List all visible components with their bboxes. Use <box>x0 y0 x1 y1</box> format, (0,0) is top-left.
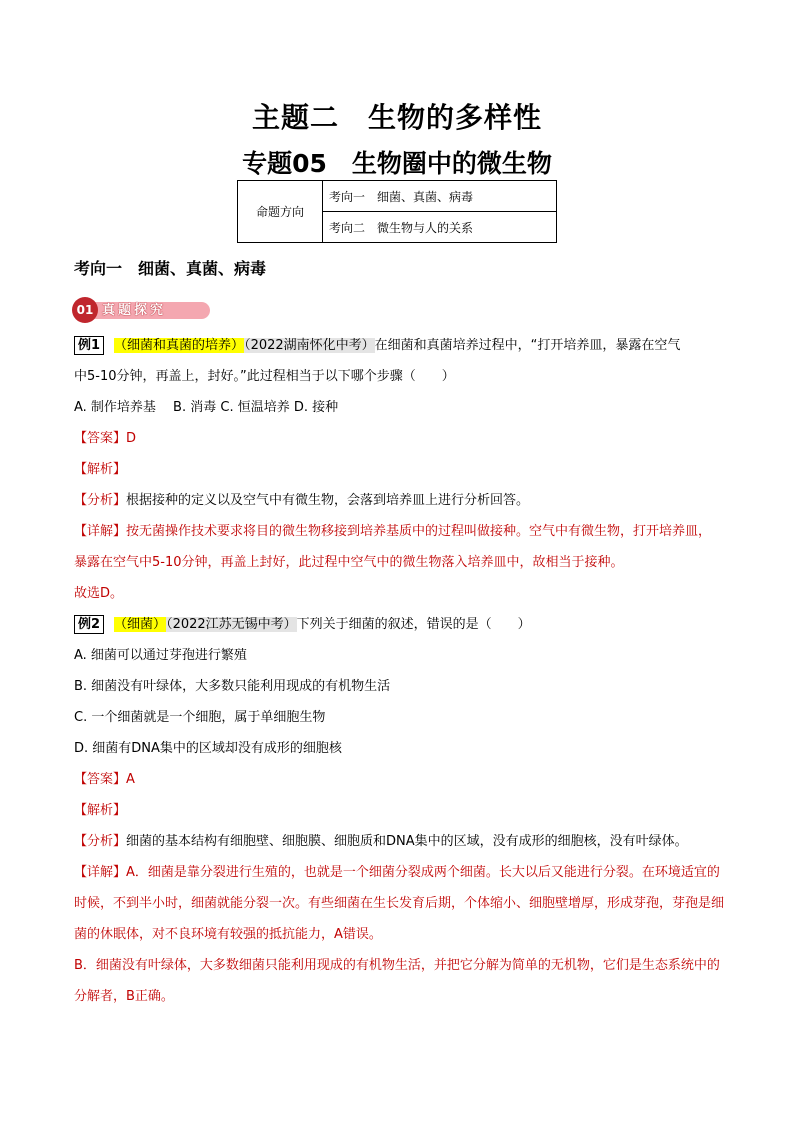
section-heading: 考向一 细菌、真菌、病毒 <box>74 259 267 278</box>
direction-table-head: 命题方向 <box>238 181 323 243</box>
example1-source-place: 湖南怀化中考） <box>283 338 375 353</box>
example1-source-year: （2022 <box>244 338 284 353</box>
topic-subtitle: 专题05 生物圈中的微生物 <box>242 149 552 178</box>
example2-fenxi <box>74 826 724 857</box>
example1-question <box>74 330 724 361</box>
example1-fenxi-label: 【分析】 <box>74 493 127 508</box>
content-body <box>74 330 724 1012</box>
example2-question <box>74 609 724 640</box>
example2-tag: 例2 <box>74 615 104 634</box>
example1-answer <box>74 423 724 454</box>
example1-topic: （细菌和真菌的培养） <box>114 338 245 353</box>
example2-analysis-label: 【解析】 <box>74 803 127 818</box>
example2-option-c: C. 一个细菌就是一个细胞，属于单细胞生物 <box>74 710 326 725</box>
example1-xiangjie <box>74 516 724 578</box>
example2-question-text: 下列关于细菌的叙述，错误的是（ ） <box>296 617 531 632</box>
example1-question-cont: 中5-10分钟，再盖上，封好。”此过程相当于以下哪个步骤（ ） <box>74 369 455 384</box>
example2-xiangjie-a-text: A．细菌是靠分裂进行生殖的，也就是一个细菌分裂成两个细菌。长大以后又能进行分裂。在环境适宜的时候，不到半小时，细菌就能分裂一次。有些细菌在生长发育后期，个体缩小、细胞壁增厚，形成芽孢，芽孢是细菌的休眠体，对不良环境有较强的抵抗能力，A错误。 <box>74 865 725 942</box>
direction-row-2: 考向二 微生物与人的关系 <box>323 212 557 243</box>
example1-question-text: 在细菌和真菌培养过程中，“打开培养皿，暴露在空气 <box>374 338 681 353</box>
example1-options: A. 制作培养基 B. 消毒 C. 恒温培养 D. 接种 <box>74 400 339 415</box>
example2-answer-label: 【答案】 <box>74 772 127 787</box>
banner-label: 真题探究 <box>102 303 167 318</box>
example1-conclusion: 故选D。 <box>74 586 124 601</box>
example2-fenxi-label: 【分析】 <box>74 834 127 849</box>
example2-source-place: 江苏无锡中考） <box>205 617 297 632</box>
example1-xiangjie-label: 【详解】 <box>74 524 127 539</box>
main-title: 主题二 生物的多样性 <box>251 101 542 134</box>
example2-xiangjie-b: B．细菌没有叶绿体，大多数细菌只能利用现成的有机物生活，并把它分解为简单的无机物，它们是生态系统中的分解者，B正确。 <box>74 958 720 1004</box>
example2-xiangjie-a <box>74 857 724 950</box>
example2-xiangjie-label: 【详解】 <box>74 865 127 880</box>
example1-xiangjie-text: 按无菌操作技术要求将目的微生物移接到培养基质中的过程叫做接种。空气中有微生物，打开培养皿，暴露在空气中5-10分钟，再盖上封好，此过程中空气中的微生物落入培养皿中，故相当于接种。 <box>74 524 712 570</box>
example2-source <box>166 617 297 632</box>
example1-answer-value: D <box>126 431 137 446</box>
zhenti-banner <box>72 297 212 323</box>
example1-fenxi-text: 根据接种的定义以及空气中有微生物，会落到培养皿上进行分析回答。 <box>126 493 530 508</box>
example1-source <box>244 338 375 353</box>
example2-answer <box>74 764 724 795</box>
banner-badge: 01 <box>72 297 98 323</box>
example2-option-d: D. 细菌有DNA集中的区域却没有成形的细胞核 <box>74 741 342 756</box>
example1-tag: 例1 <box>74 336 104 355</box>
example2-fenxi-text: 细菌的基本结构有细胞壁、细胞膜、细胞质和DNA集中的区域，没有成形的细胞核，没有叶绿体。 <box>126 834 688 849</box>
example1-answer-label: 【答案】 <box>74 431 127 446</box>
example2-answer-value: A <box>126 772 135 787</box>
example2-option-a: A. 细菌可以通过芽孢进行繁殖 <box>74 648 247 663</box>
direction-table <box>237 180 557 243</box>
example1-analysis-label: 【解析】 <box>74 462 127 477</box>
example2-topic: （细菌） <box>114 617 167 632</box>
example2-source-year: （2022 <box>166 617 206 632</box>
direction-row-1: 考向一 细菌、真菌、病毒 <box>323 181 557 212</box>
example1-fenxi <box>74 485 724 516</box>
example2-option-b: B. 细菌没有叶绿体，大多数只能利用现成的有机物生活 <box>74 679 391 694</box>
